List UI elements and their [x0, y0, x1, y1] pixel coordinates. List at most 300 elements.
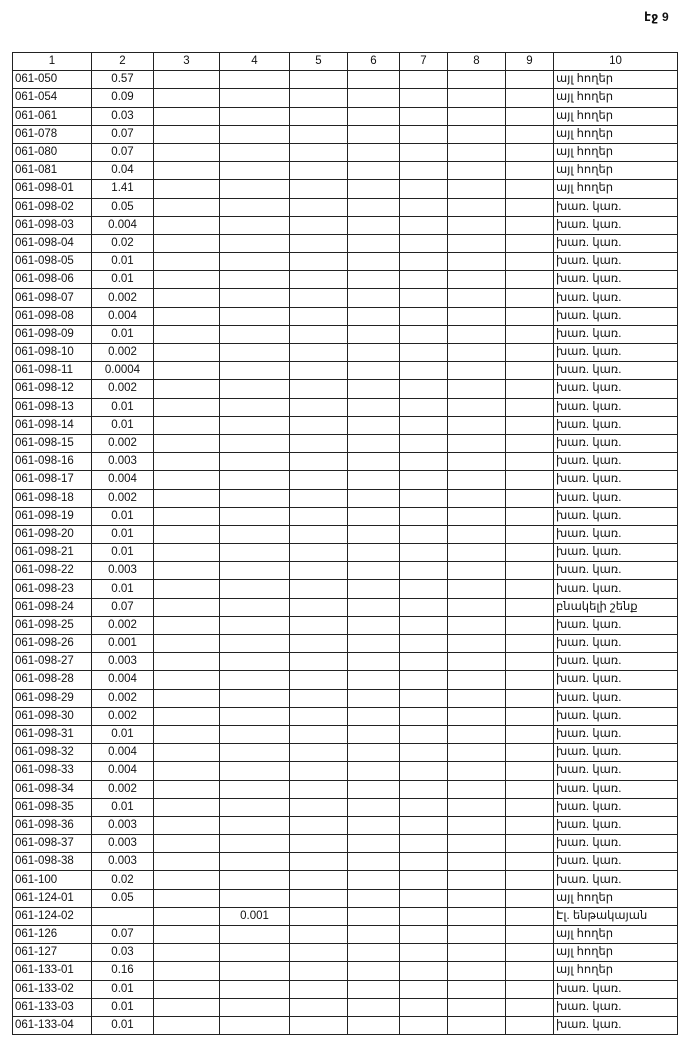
empty-cell: [348, 434, 400, 452]
column-4-cell: [220, 871, 290, 889]
empty-cell: [290, 507, 348, 525]
table-row: [13, 871, 678, 889]
empty-cell: [154, 853, 220, 871]
empty-cell: [290, 926, 348, 944]
empty-cell: [448, 635, 506, 653]
empty-cell: [348, 853, 400, 871]
empty-cell: [348, 962, 400, 980]
empty-cell: [448, 616, 506, 634]
land-use-cell: բնակելի շենք: [554, 598, 678, 616]
empty-cell: [506, 635, 554, 653]
table-row: [13, 780, 678, 798]
column-4-cell: [220, 234, 290, 252]
empty-cell: [506, 234, 554, 252]
empty-cell: [400, 162, 448, 180]
empty-cell: [290, 271, 348, 289]
empty-cell: [506, 507, 554, 525]
empty-cell: [506, 325, 554, 343]
empty-cell: [448, 725, 506, 743]
empty-cell: [290, 780, 348, 798]
empty-cell: [290, 835, 348, 853]
empty-cell: [154, 689, 220, 707]
empty-cell: [400, 125, 448, 143]
empty-cell: [506, 307, 554, 325]
column-4-cell: [220, 525, 290, 543]
parcel-code-cell: 061-098-11: [13, 362, 92, 380]
land-use-cell: խառ. կառ.: [554, 780, 678, 798]
parcel-code-cell: 061-098-06: [13, 271, 92, 289]
empty-cell: [154, 525, 220, 543]
column-4-cell: [220, 180, 290, 198]
empty-cell: [448, 162, 506, 180]
empty-cell: [448, 889, 506, 907]
empty-cell: [290, 580, 348, 598]
header-row: [13, 53, 678, 71]
empty-cell: [448, 344, 506, 362]
empty-cell: [506, 344, 554, 362]
empty-cell: [154, 289, 220, 307]
empty-cell: [154, 507, 220, 525]
empty-cell: [154, 143, 220, 161]
area-cell: 0.001: [92, 635, 154, 653]
empty-cell: [400, 980, 448, 998]
land-use-cell: խառ. կառ.: [554, 998, 678, 1016]
column-header: 9: [506, 53, 554, 71]
column-4-cell: [220, 162, 290, 180]
table-row: [13, 544, 678, 562]
land-use-cell: խառ. կառ.: [554, 307, 678, 325]
empty-cell: [400, 489, 448, 507]
empty-cell: [448, 907, 506, 925]
column-4-cell: [220, 671, 290, 689]
empty-cell: [506, 271, 554, 289]
empty-cell: [400, 671, 448, 689]
column-4-cell: [220, 398, 290, 416]
empty-cell: [348, 198, 400, 216]
empty-cell: [506, 998, 554, 1016]
table-row: [13, 143, 678, 161]
parcel-code-cell: 061-098-20: [13, 525, 92, 543]
empty-cell: [154, 707, 220, 725]
table-row: [13, 816, 678, 834]
table-row: [13, 1016, 678, 1034]
area-cell: 0.01: [92, 998, 154, 1016]
empty-cell: [348, 616, 400, 634]
empty-cell: [448, 289, 506, 307]
empty-cell: [154, 616, 220, 634]
empty-cell: [506, 580, 554, 598]
empty-cell: [348, 125, 400, 143]
empty-cell: [154, 926, 220, 944]
area-cell: 0.004: [92, 471, 154, 489]
area-cell: 0.002: [92, 707, 154, 725]
empty-cell: [348, 71, 400, 89]
empty-cell: [448, 71, 506, 89]
empty-cell: [400, 853, 448, 871]
area-cell: 0.09: [92, 89, 154, 107]
empty-cell: [348, 307, 400, 325]
empty-cell: [154, 962, 220, 980]
empty-cell: [154, 398, 220, 416]
empty-cell: [448, 816, 506, 834]
column-4-cell: [220, 271, 290, 289]
parcel-code-cell: 061-098-34: [13, 780, 92, 798]
table-row: [13, 744, 678, 762]
empty-cell: [400, 635, 448, 653]
empty-cell: [348, 271, 400, 289]
empty-cell: [348, 780, 400, 798]
empty-cell: [448, 380, 506, 398]
empty-cell: [400, 416, 448, 434]
area-cell: 0.16: [92, 962, 154, 980]
empty-cell: [154, 489, 220, 507]
empty-cell: [506, 380, 554, 398]
empty-cell: [154, 835, 220, 853]
column-4-cell: [220, 89, 290, 107]
empty-cell: [448, 980, 506, 998]
empty-cell: [348, 653, 400, 671]
empty-cell: [506, 544, 554, 562]
empty-cell: [506, 907, 554, 925]
land-use-cell: խառ. կառ.: [554, 325, 678, 343]
column-4-cell: [220, 580, 290, 598]
empty-cell: [506, 216, 554, 234]
empty-cell: [154, 471, 220, 489]
parcel-code-cell: 061-126: [13, 926, 92, 944]
empty-cell: [506, 835, 554, 853]
empty-cell: [290, 180, 348, 198]
column-4-cell: [220, 253, 290, 271]
empty-cell: [290, 744, 348, 762]
empty-cell: [448, 598, 506, 616]
empty-cell: [506, 980, 554, 998]
table-row: [13, 562, 678, 580]
area-cell: 0.003: [92, 653, 154, 671]
empty-cell: [154, 253, 220, 271]
empty-cell: [400, 762, 448, 780]
empty-cell: [290, 107, 348, 125]
table-row: [13, 344, 678, 362]
empty-cell: [154, 180, 220, 198]
empty-cell: [506, 762, 554, 780]
column-4-cell: [220, 125, 290, 143]
land-use-cell: այլ հողեր: [554, 143, 678, 161]
empty-cell: [154, 89, 220, 107]
table-row: [13, 453, 678, 471]
area-cell: 0.01: [92, 725, 154, 743]
area-cell: 0.07: [92, 598, 154, 616]
empty-cell: [154, 871, 220, 889]
area-cell: 0.004: [92, 671, 154, 689]
table-row: [13, 980, 678, 998]
table-row: [13, 907, 678, 925]
empty-cell: [348, 216, 400, 234]
land-use-cell: խառ. կառ.: [554, 398, 678, 416]
empty-cell: [448, 798, 506, 816]
empty-cell: [506, 289, 554, 307]
column-4-cell: [220, 980, 290, 998]
empty-cell: [506, 253, 554, 271]
column-header: 8: [448, 53, 506, 71]
empty-cell: [290, 853, 348, 871]
empty-cell: [154, 798, 220, 816]
column-4-cell: [220, 198, 290, 216]
empty-cell: [290, 453, 348, 471]
empty-cell: [448, 89, 506, 107]
table-row: [13, 180, 678, 198]
parcel-code-cell: 061-054: [13, 89, 92, 107]
empty-cell: [154, 198, 220, 216]
area-cell: 0.002: [92, 434, 154, 452]
empty-cell: [154, 780, 220, 798]
column-4-cell: [220, 362, 290, 380]
empty-cell: [400, 434, 448, 452]
area-cell: 0.01: [92, 507, 154, 525]
empty-cell: [348, 362, 400, 380]
empty-cell: [290, 489, 348, 507]
land-use-cell: այլ հողեր: [554, 71, 678, 89]
empty-cell: [348, 180, 400, 198]
empty-cell: [290, 707, 348, 725]
empty-cell: [448, 234, 506, 252]
empty-cell: [506, 1016, 554, 1034]
column-4-cell: [220, 453, 290, 471]
empty-cell: [290, 907, 348, 925]
parcel-code-cell: 061-098-23: [13, 580, 92, 598]
empty-cell: [400, 71, 448, 89]
empty-cell: [506, 562, 554, 580]
column-4-cell: [220, 635, 290, 653]
land-use-cell: խառ. կառ.: [554, 580, 678, 598]
land-use-cell: խառ. կառ.: [554, 198, 678, 216]
empty-cell: [154, 907, 220, 925]
area-cell: 0.07: [92, 143, 154, 161]
table-row: [13, 635, 678, 653]
table-row: [13, 71, 678, 89]
empty-cell: [290, 980, 348, 998]
empty-cell: [400, 344, 448, 362]
empty-cell: [506, 616, 554, 634]
empty-cell: [400, 398, 448, 416]
table-body: [13, 71, 678, 1035]
empty-cell: [348, 725, 400, 743]
empty-cell: [400, 816, 448, 834]
table-row: [13, 107, 678, 125]
parcel-code-cell: 061-098-38: [13, 853, 92, 871]
parcel-code-cell: 061-133-04: [13, 1016, 92, 1034]
empty-cell: [290, 471, 348, 489]
area-cell: 0.002: [92, 289, 154, 307]
column-4-cell: [220, 344, 290, 362]
column-4-cell: [220, 489, 290, 507]
land-use-cell: խառ. կառ.: [554, 853, 678, 871]
empty-cell: [348, 525, 400, 543]
empty-cell: [290, 562, 348, 580]
column-4-cell: [220, 143, 290, 161]
land-use-cell: խառ. կառ.: [554, 289, 678, 307]
page-number: էջ 9: [644, 10, 669, 24]
empty-cell: [348, 635, 400, 653]
column-4-cell: 0.001: [220, 907, 290, 925]
empty-cell: [154, 725, 220, 743]
empty-cell: [154, 162, 220, 180]
empty-cell: [448, 271, 506, 289]
empty-cell: [154, 434, 220, 452]
empty-cell: [448, 962, 506, 980]
land-use-cell: այլ հողեր: [554, 107, 678, 125]
empty-cell: [290, 198, 348, 216]
land-use-cell: այլ հողեր: [554, 962, 678, 980]
empty-cell: [400, 689, 448, 707]
parcel-code-cell: 061-081: [13, 162, 92, 180]
empty-cell: [448, 489, 506, 507]
empty-cell: [400, 835, 448, 853]
table-row: [13, 998, 678, 1016]
land-use-cell: այլ հողեր: [554, 889, 678, 907]
empty-cell: [290, 889, 348, 907]
column-4-cell: [220, 507, 290, 525]
land-use-cell: խառ. կառ.: [554, 434, 678, 452]
column-4-cell: [220, 325, 290, 343]
land-use-cell: խառ. կառ.: [554, 416, 678, 434]
column-4-cell: [220, 816, 290, 834]
empty-cell: [290, 871, 348, 889]
empty-cell: [290, 762, 348, 780]
area-cell: 0.004: [92, 744, 154, 762]
land-use-cell: խառ. կառ.: [554, 362, 678, 380]
empty-cell: [290, 253, 348, 271]
parcel-code-cell: 061-098-28: [13, 671, 92, 689]
table-row: [13, 489, 678, 507]
empty-cell: [506, 725, 554, 743]
table-row: [13, 653, 678, 671]
empty-cell: [290, 616, 348, 634]
parcel-code-cell: 061-098-37: [13, 835, 92, 853]
empty-cell: [506, 107, 554, 125]
empty-cell: [290, 544, 348, 562]
column-4-cell: [220, 598, 290, 616]
empty-cell: [348, 143, 400, 161]
parcel-code-cell: 061-124-02: [13, 907, 92, 925]
land-use-cell: այլ հողեր: [554, 180, 678, 198]
parcel-code-cell: 061-098-02: [13, 198, 92, 216]
empty-cell: [290, 998, 348, 1016]
column-4-cell: [220, 835, 290, 853]
area-cell: 0.002: [92, 380, 154, 398]
empty-cell: [348, 253, 400, 271]
empty-cell: [448, 871, 506, 889]
table-row: [13, 798, 678, 816]
parcel-code-cell: 061-098-07: [13, 289, 92, 307]
empty-cell: [448, 216, 506, 234]
empty-cell: [448, 744, 506, 762]
area-cell: 0.0004: [92, 362, 154, 380]
empty-cell: [400, 253, 448, 271]
column-header: 5: [290, 53, 348, 71]
area-cell: 0.002: [92, 616, 154, 634]
empty-cell: [506, 798, 554, 816]
empty-cell: [348, 507, 400, 525]
empty-cell: [448, 562, 506, 580]
parcel-code-cell: 061-133-03: [13, 998, 92, 1016]
empty-cell: [290, 162, 348, 180]
table-row: [13, 380, 678, 398]
table-row: [13, 671, 678, 689]
table-row: [13, 616, 678, 634]
table-row: [13, 707, 678, 725]
parcel-code-cell: 061-098-33: [13, 762, 92, 780]
empty-cell: [448, 762, 506, 780]
empty-cell: [506, 926, 554, 944]
empty-cell: [400, 562, 448, 580]
empty-cell: [348, 598, 400, 616]
area-cell: 0.07: [92, 926, 154, 944]
empty-cell: [400, 198, 448, 216]
empty-cell: [348, 325, 400, 343]
empty-cell: [400, 780, 448, 798]
empty-cell: [154, 980, 220, 998]
parcel-code-cell: 061-098-04: [13, 234, 92, 252]
table-row: [13, 325, 678, 343]
empty-cell: [154, 234, 220, 252]
table-row: [13, 125, 678, 143]
empty-cell: [506, 453, 554, 471]
empty-cell: [154, 544, 220, 562]
empty-cell: [154, 125, 220, 143]
table-row: [13, 598, 678, 616]
empty-cell: [154, 635, 220, 653]
empty-cell: [448, 853, 506, 871]
parcel-code-cell: 061-098-03: [13, 216, 92, 234]
empty-cell: [400, 216, 448, 234]
area-cell: 0.57: [92, 71, 154, 89]
column-4-cell: [220, 725, 290, 743]
table-row: [13, 762, 678, 780]
parcel-code-cell: 061-078: [13, 125, 92, 143]
empty-cell: [290, 234, 348, 252]
land-use-cell: խառ. կառ.: [554, 835, 678, 853]
empty-cell: [506, 71, 554, 89]
area-cell: 0.01: [92, 798, 154, 816]
area-cell: 0.02: [92, 871, 154, 889]
empty-cell: [154, 653, 220, 671]
empty-cell: [400, 471, 448, 489]
empty-cell: [506, 89, 554, 107]
empty-cell: [154, 362, 220, 380]
land-use-cell: խառ. կառ.: [554, 471, 678, 489]
land-use-cell: խառ. կառ.: [554, 489, 678, 507]
empty-cell: [348, 398, 400, 416]
land-use-cell: խառ. կառ.: [554, 616, 678, 634]
area-cell: 0.002: [92, 689, 154, 707]
area-cell: 0.03: [92, 107, 154, 125]
table-row: [13, 725, 678, 743]
empty-cell: [448, 507, 506, 525]
area-cell: 0.01: [92, 1016, 154, 1034]
empty-cell: [290, 143, 348, 161]
parcel-code-cell: 061-061: [13, 107, 92, 125]
empty-cell: [400, 1016, 448, 1034]
empty-cell: [348, 1016, 400, 1034]
column-4-cell: [220, 944, 290, 962]
empty-cell: [154, 325, 220, 343]
parcel-code-cell: 061-133-01: [13, 962, 92, 980]
empty-cell: [348, 544, 400, 562]
parcel-code-cell: 061-098-19: [13, 507, 92, 525]
land-use-cell: խառ. կառ.: [554, 1016, 678, 1034]
empty-cell: [400, 107, 448, 125]
empty-cell: [290, 1016, 348, 1034]
